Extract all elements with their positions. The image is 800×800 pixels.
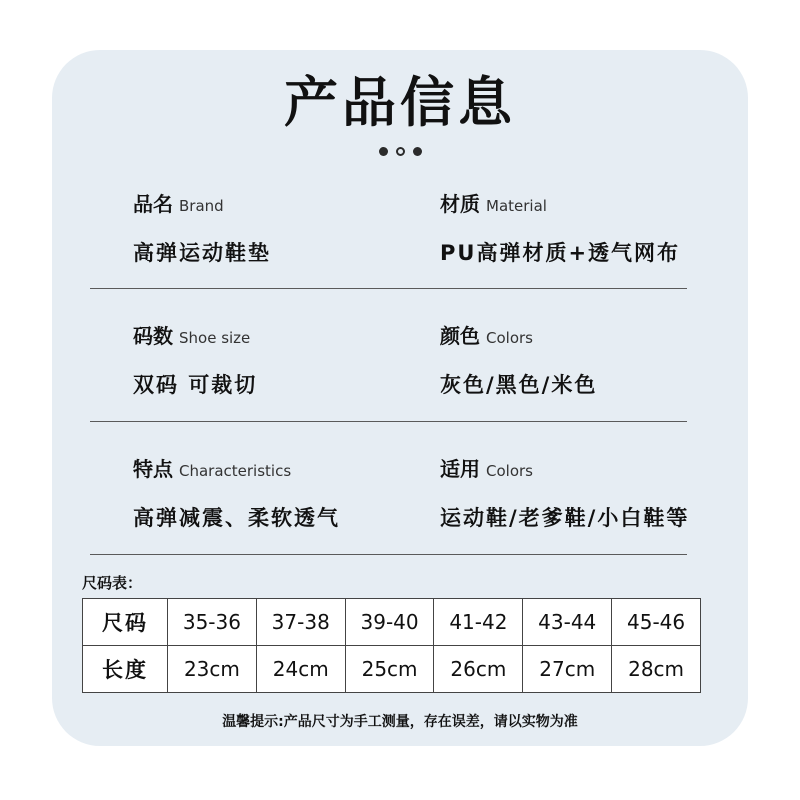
field-label-en: Colors bbox=[486, 329, 533, 347]
field-value: 高弹运动鞋垫 bbox=[133, 241, 271, 265]
page-title: 产品信息 bbox=[284, 71, 516, 134]
field-value: 灰色/黑色/米色 bbox=[440, 373, 598, 397]
row-header: 尺码 bbox=[83, 599, 168, 646]
dot-icon bbox=[379, 147, 388, 156]
table-row bbox=[83, 599, 701, 646]
dot-icon bbox=[413, 147, 422, 156]
table-cell: 39-40 bbox=[345, 599, 434, 646]
field-label-en: Colors bbox=[486, 462, 533, 480]
decorative-dots bbox=[0, 147, 800, 156]
size-table bbox=[82, 598, 701, 693]
table-cell: 27cm bbox=[523, 646, 612, 693]
table-cell: 45-46 bbox=[612, 599, 701, 646]
table-cell: 25cm bbox=[345, 646, 434, 693]
field-brand bbox=[133, 188, 271, 267]
field-label-en: Characteristics bbox=[179, 462, 292, 480]
table-row bbox=[83, 646, 701, 693]
field-label-en: Brand bbox=[179, 197, 224, 215]
field-label: 品名 bbox=[133, 192, 173, 216]
table-cell: 24cm bbox=[256, 646, 345, 693]
divider bbox=[90, 421, 687, 422]
field-shoe-size bbox=[133, 320, 257, 399]
field-material bbox=[440, 188, 680, 267]
table-cell: 43-44 bbox=[523, 599, 612, 646]
field-value: 运动鞋/老爹鞋/小白鞋等 bbox=[440, 506, 690, 530]
field-label-en: Material bbox=[486, 197, 547, 215]
hollow-dot-icon bbox=[396, 147, 405, 156]
row-header: 长度 bbox=[83, 646, 168, 693]
field-label: 适用 bbox=[440, 457, 480, 481]
table-cell: 35-36 bbox=[168, 599, 257, 646]
table-cell: 37-38 bbox=[256, 599, 345, 646]
field-label: 材质 bbox=[440, 192, 480, 216]
field-label: 特点 bbox=[133, 457, 173, 481]
field-label: 码数 bbox=[133, 324, 173, 348]
table-cell: 26cm bbox=[434, 646, 523, 693]
field-characteristics bbox=[133, 453, 340, 532]
table-cell: 23cm bbox=[168, 646, 257, 693]
field-applicable bbox=[440, 453, 689, 532]
field-value: 双码 可裁切 bbox=[133, 373, 258, 397]
table-cell: 28cm bbox=[612, 646, 701, 693]
field-label-en: Shoe size bbox=[179, 329, 251, 347]
table-cell: 41-42 bbox=[434, 599, 523, 646]
divider bbox=[90, 288, 687, 289]
field-value: 高弹减震、柔软透气 bbox=[133, 506, 340, 530]
field-colors bbox=[440, 320, 597, 399]
footnote: 温馨提示:产品尺寸为手工测量，存在误差，请以实物为准 bbox=[222, 714, 578, 730]
field-value: PU高弹材质+透气网布 bbox=[440, 241, 681, 265]
divider bbox=[90, 554, 687, 555]
field-label: 颜色 bbox=[440, 324, 480, 348]
size-table-caption: 尺码表： bbox=[82, 574, 143, 592]
